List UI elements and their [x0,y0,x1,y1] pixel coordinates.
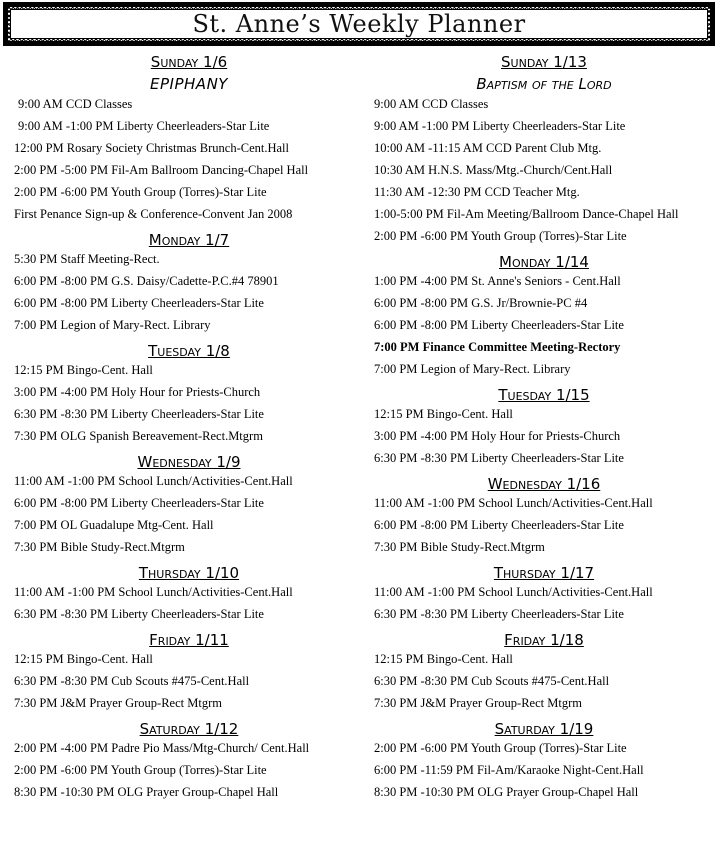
feast-title: EPIPHANY [150,75,228,93]
day-heading: Monday 1/7 [148,231,230,249]
event-item: 7:30 PM Bible Study-Rect.Mtgrm [374,540,545,554]
event-item: 6:30 PM -8:30 PM Liberty Cheerleaders-Star Lite [374,607,624,621]
event-item: 3:00 PM -4:00 PM Holy Hour for Priests-Church [14,385,261,399]
day-section [374,385,714,465]
event-item: First Penance Sign-up & Conference-Convent Jan 2008 [14,207,293,221]
event-item: 7:30 PM OLG Spanish Bereavement-Rect.Mtgrm [14,429,263,443]
event-item: 2:00 PM -6:00 PM Youth Group (Torres)-Star Lite [374,741,627,755]
event-item: 2:00 PM -5:00 PM Fil-Am Ballroom Dancing-Chapel Hall [14,163,309,177]
event-item: 1:00 PM -4:00 PM St. Anne's Seniors - Cent.Hall [374,274,621,288]
event-item: 12:15 PM Bingo-Cent. Hall [374,652,513,666]
event-item: 6:00 PM -8:00 PM Liberty Cheerleaders-Star Lite [374,318,624,332]
day-heading: Monday 1/14 [499,253,589,271]
day-section [14,630,364,710]
event-item: 5:30 PM Staff Meeting-Rect. [14,252,160,266]
day-section [14,341,364,443]
day-section [14,719,364,799]
day-heading: Sunday 1/13 [501,53,587,71]
day-heading: Thursday 1/10 [138,564,240,582]
day-section [14,52,364,221]
event-item: 6:00 PM -11:59 PM Fil-Am/Karaoke Night-Cent.Hall [374,763,644,777]
event-item: 2:00 PM -4:00 PM Padre Pio Mass/Mtg-Church/ Cent.Hall [14,741,310,755]
day-section [374,474,714,554]
event-item: 6:30 PM -8:30 PM Liberty Cheerleaders-Star Lite [14,407,264,421]
day-heading: Sunday 1/6 [150,53,228,71]
event-item: 11:00 AM -1:00 PM School Lunch/Activities-Cent.Hall [14,585,293,599]
day-section [374,52,714,243]
day-heading: Tuesday 1/8 [148,342,230,360]
day-heading: Friday 1/18 [504,631,584,649]
event-item: 6:30 PM -8:30 PM Liberty Cheerleaders-Star Lite [374,451,624,465]
event-item: 8:30 PM -10:30 PM OLG Prayer Group-Chapel Hall [374,785,639,799]
day-section [14,563,364,621]
event-item: 11:00 AM -1:00 PM School Lunch/Activities-Cent.Hall [14,474,293,488]
event-item: 11:30 AM -12:30 PM CCD Teacher Mtg. [374,185,580,199]
event-item: 6:00 PM -8:00 PM Liberty Cheerleaders-Star Lite [14,496,264,510]
day-section [374,719,714,799]
event-item: 9:00 AM CCD Classes [18,97,133,111]
event-item: 8:30 PM -10:30 PM OLG Prayer Group-Chapel Hall [14,785,279,799]
event-item: 6:00 PM -8:00 PM G.S. Jr/Brownie-PC #4 [374,296,588,310]
event-item: 2:00 PM -6:00 PM Youth Group (Torres)-Star Lite [374,229,627,243]
day-heading: Wednesday 1/16 [487,475,601,493]
event-item: 7:30 PM J&M Prayer Group-Rect Mtgrm [14,696,222,710]
day-heading: Thursday 1/17 [493,564,595,582]
event-item: 7:00 PM Finance Committee Meeting-Rectory [374,340,621,354]
event-item: 2:00 PM -6:00 PM Youth Group (Torres)-Star Lite [14,185,267,199]
day-section [374,252,714,376]
day-heading: Tuesday 1/15 [498,386,590,404]
title-banner [3,2,715,46]
event-item: 6:30 PM -8:30 PM Liberty Cheerleaders-Star Lite [14,607,264,621]
event-item: 7:00 PM OL Guadalupe Mtg-Cent. Hall [14,518,214,532]
event-item: 6:00 PM -8:00 PM Liberty Cheerleaders-Star Lite [14,296,264,310]
event-item: 2:00 PM -6:00 PM Youth Group (Torres)-Star Lite [14,763,267,777]
event-item: 12:15 PM Bingo-Cent. Hall [14,363,153,377]
event-item: 11:00 AM -1:00 PM School Lunch/Activities-Cent.Hall [374,585,653,599]
event-item: 6:30 PM -8:30 PM Cub Scouts #475-Cent.Hall [14,674,250,688]
event-item: 3:00 PM -4:00 PM Holy Hour for Priests-Church [374,429,621,443]
feast-title: Baptism of the Lord [476,75,612,93]
event-item: 10:30 AM H.N.S. Mass/Mtg.-Church/Cent.Hall [374,163,613,177]
event-item: 12:15 PM Bingo-Cent. Hall [14,652,153,666]
event-item: 7:00 PM Legion of Mary-Rect. Library [374,362,571,376]
left-column [14,52,364,808]
event-item: 9:00 AM CCD Classes [374,97,489,111]
day-section [374,630,714,710]
day-section [374,563,714,621]
day-heading: Wednesday 1/9 [137,453,241,471]
day-section [14,230,364,332]
day-section [14,452,364,554]
event-item: 12:00 PM Rosary Society Christmas Brunch-Cent.Hall [14,141,289,155]
event-item: 6:00 PM -8:00 PM G.S. Daisy/Cadette-P.C.#4 78901 [14,274,279,288]
event-item: 9:00 AM -1:00 PM Liberty Cheerleaders-Star Lite [374,119,626,133]
day-heading: Friday 1/11 [149,631,229,649]
event-item: 1:00-5:00 PM Fil-Am Meeting/Ballroom Dance-Chapel Hall [374,207,679,221]
day-heading: Saturday 1/19 [494,720,594,738]
event-item: 7:30 PM Bible Study-Rect.Mtgrm [14,540,185,554]
event-item: 12:15 PM Bingo-Cent. Hall [374,407,513,421]
event-item: 6:30 PM -8:30 PM Cub Scouts #475-Cent.Hall [374,674,610,688]
event-item: 7:00 PM Legion of Mary-Rect. Library [14,318,211,332]
event-item: 9:00 AM -1:00 PM Liberty Cheerleaders-Star Lite [18,119,270,133]
right-column [374,52,714,808]
event-item: 10:00 AM -11:15 AM CCD Parent Club Mtg. [374,141,602,155]
event-item: 7:30 PM J&M Prayer Group-Rect Mtgrm [374,696,582,710]
event-item: 6:00 PM -8:00 PM Liberty Cheerleaders-Star Lite [374,518,624,532]
event-item: 11:00 AM -1:00 PM School Lunch/Activities-Cent.Hall [374,496,653,510]
title-banner-inner [10,9,708,39]
page-title: St. Anne’s Weekly Planner [192,10,526,38]
day-heading: Saturday 1/12 [139,720,239,738]
